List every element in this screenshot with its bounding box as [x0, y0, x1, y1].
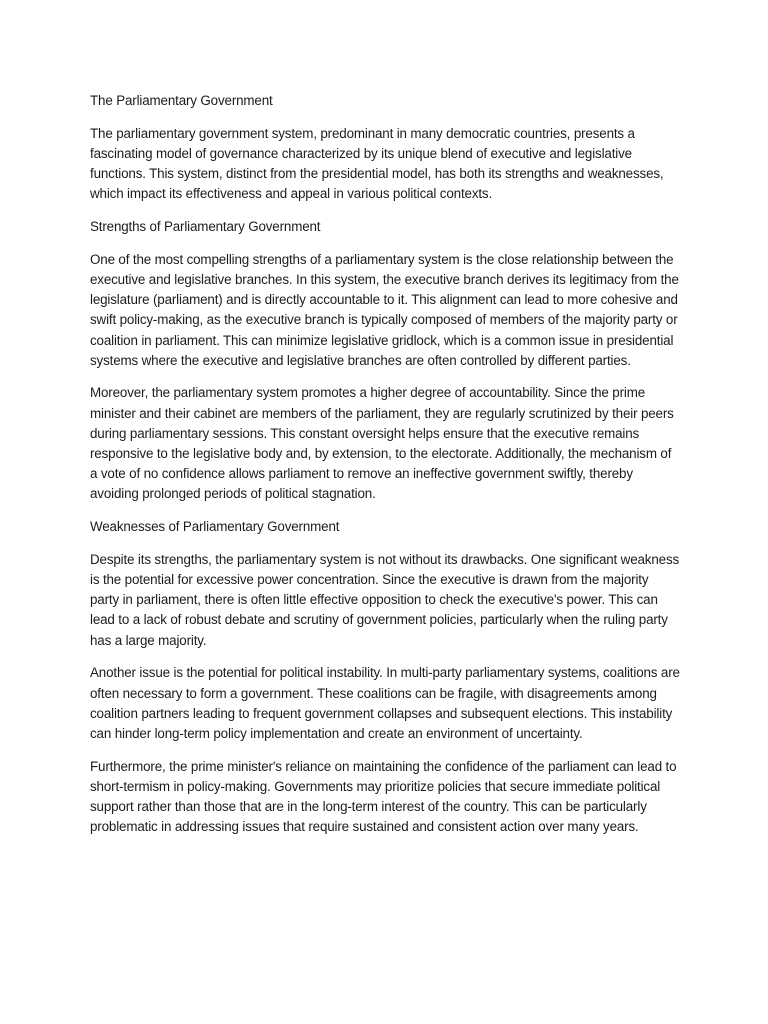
strengths-paragraph-2: Moreover, the parliamentary system promotes a higher degree of accountability. Since the prime minister and their cabinet are members of the parliament, they are regularly scrutinized by their peers during parliamentary sessions. This constant oversight helps ensure that the executive remains responsive to the legislative body and, by extension, to the electorate. Additionally, the mechanism of a vote of no confidence allows parliament to remove an ineffective government swiftly, thereby avoiding prolonged periods of political stagnation.	[90, 385, 674, 502]
intro-paragraph: The parliamentary government system, predominant in many democratic countries, presents a fascinating model of governance characterized by its unique blend of executive and legislative functions. This system, distinct from the presidential model, has both its strengths and weaknesses, which impact its effectiveness and appeal in various political contexts.	[90, 125, 664, 202]
weaknesses-paragraph-1: Despite its strengths, the parliamentary system is not without its drawbacks. One significant weakness is the potential for excessive power concentration. Since the executive is drawn from the majority party in parliament, there is often little effective opposition to check the executive's power. This can lead to a lack of robust debate and scrutiny of government policies, particularly when the ruling party has a large majority.	[90, 551, 680, 648]
weaknesses-heading: Weaknesses of Parliamentary Government	[90, 519, 340, 535]
strengths-heading: Strengths of Parliamentary Government	[90, 219, 321, 235]
document-page	[90, 91, 680, 850]
weaknesses-paragraph-2: Another issue is the potential for political instability. In multi-party parliamentary systems, coalitions are often necessary to form a government. These coalitions can be fragile, with disagreements among coalition partners leading to frequent government collapses and subsequent elections. This instability can hinder long-term policy implementation and create an environment of uncertainty.	[90, 665, 680, 741]
strengths-paragraph-1: One of the most compelling strengths of a parliamentary system is the close relationship between the executive and legislative branches. In this system, the executive branch derives its legitimacy from the legislature (parliament) and is directly accountable to it. This alignment can lead to more cohesive and swift policy-making, as the executive branch is typically composed of members of the majority party or coalition in parliament. This can minimize legislative gridlock, which is a common issue in presidential systems where the executive and legislative branches are often controlled by different parties.	[90, 251, 679, 368]
document-title: The Parliamentary Government	[90, 93, 273, 108]
weaknesses-paragraph-3: Furthermore, the prime minister's reliance on maintaining the confidence of the parliament can lead to short-termism in policy-making. Governments may prioritize policies that secure immediate political support rather than those that are in the long-term interest of the country. This can be particularly problematic in addressing issues that require sustained and consistent action over many years.	[90, 758, 677, 835]
